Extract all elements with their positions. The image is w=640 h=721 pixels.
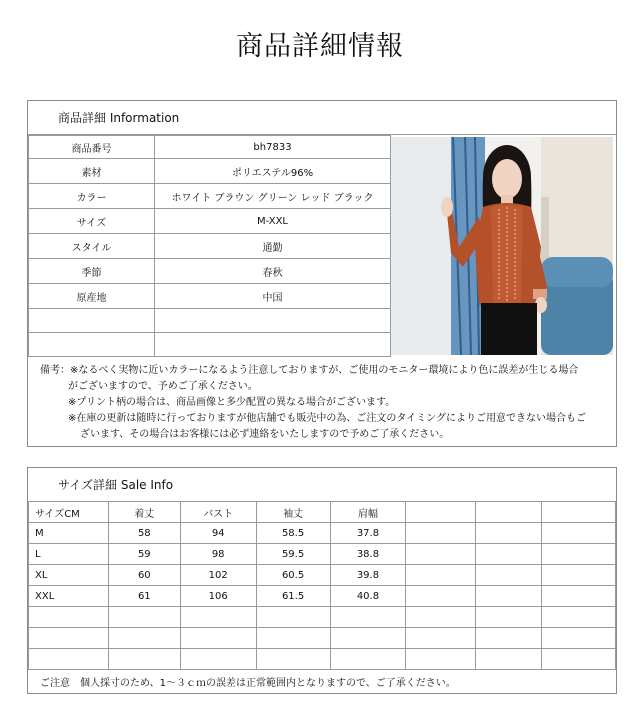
size-cell [180, 628, 256, 649]
size-cell [29, 628, 109, 649]
size-cell: 98 [180, 544, 256, 565]
size-row [29, 565, 616, 586]
size-cell: 39.8 [330, 565, 406, 586]
size-row [29, 649, 616, 670]
size-column-header: 袖丈 [256, 502, 330, 523]
size-row [29, 628, 616, 649]
notes [40, 363, 610, 443]
note-line: がございますので、予めご了承ください。 [68, 381, 258, 392]
size-cell [476, 544, 542, 565]
size-cell [256, 628, 330, 649]
size-row [29, 607, 616, 628]
size-column-header: 着丈 [108, 502, 180, 523]
info-row [29, 159, 391, 184]
size-cell [542, 607, 616, 628]
size-cell [542, 649, 616, 670]
size-cell [476, 586, 542, 607]
size-row [29, 586, 616, 607]
info-value: ホワイト ブラウン グリーン レッド ブラック [155, 184, 391, 209]
size-cell [406, 607, 476, 628]
page-title: 商品詳細情報 [236, 31, 404, 62]
info-label: サイズ [29, 209, 155, 234]
info-label: 原産地 [29, 284, 155, 309]
info-value: bh7833 [155, 136, 391, 159]
info-row [29, 259, 391, 284]
size-cell: 38.8 [330, 544, 406, 565]
note-line: ※プリント柄の場合は、商品画像と多少配置の異なる場合がございます。 [68, 397, 396, 408]
info-row [29, 333, 391, 357]
note-line: ※在庫の更新は随時に行っておりますが他店舗でも販売中の為、ご注文のタイミングによりご用意できない場合もご [68, 413, 586, 424]
size-cell [542, 586, 616, 607]
size-cell [330, 649, 406, 670]
size-row [29, 544, 616, 565]
size-cell [476, 628, 542, 649]
info-value [155, 309, 391, 333]
note-line: 備考：※なるべく実物に近いカラーになるよう注意しておりますが、ご使用のモニター環境により色に誤差が生じる場合 [40, 365, 579, 376]
size-cell: 58.5 [256, 523, 330, 544]
info-row [29, 284, 391, 309]
product-photo [391, 137, 613, 355]
size-header: サイズ詳細 Sale Info [28, 468, 616, 502]
size-cell: 37.8 [330, 523, 406, 544]
size-cell [29, 649, 109, 670]
info-value: 中国 [155, 284, 391, 309]
size-cell [476, 607, 542, 628]
size-cell [256, 649, 330, 670]
size-cell [406, 544, 476, 565]
info-table [28, 135, 391, 357]
info-value [155, 333, 391, 357]
size-cell: 59.5 [256, 544, 330, 565]
size-cell [108, 607, 180, 628]
size-column-header [542, 502, 616, 523]
size-cell [542, 544, 616, 565]
model-photo-illustration [391, 137, 613, 355]
size-cell [476, 649, 542, 670]
info-value: M-XXL [155, 209, 391, 234]
size-cell [476, 523, 542, 544]
size-cell [108, 649, 180, 670]
info-row [29, 209, 391, 234]
size-cell [406, 649, 476, 670]
info-label: 素材 [29, 159, 155, 184]
size-cell: 61 [108, 586, 180, 607]
info-row [29, 184, 391, 209]
size-cell [180, 649, 256, 670]
size-cell: 106 [180, 586, 256, 607]
size-header-row [29, 502, 616, 523]
size-cell [542, 565, 616, 586]
info-label [29, 333, 155, 357]
size-column-header: サイズCM [29, 502, 109, 523]
size-cell [108, 628, 180, 649]
size-cell: M [29, 523, 109, 544]
info-row [29, 136, 391, 159]
info-row [29, 234, 391, 259]
info-row [29, 309, 391, 333]
size-cell [406, 523, 476, 544]
product-info-section [27, 100, 617, 447]
size-cell: 60 [108, 565, 180, 586]
size-info-section [27, 467, 617, 694]
size-cell: L [29, 544, 109, 565]
size-table [28, 501, 616, 670]
size-cell [406, 628, 476, 649]
info-label [29, 309, 155, 333]
size-cell: 40.8 [330, 586, 406, 607]
size-cell [256, 607, 330, 628]
size-cell: 102 [180, 565, 256, 586]
size-row [29, 523, 616, 544]
size-column-header [476, 502, 542, 523]
info-label: カラー [29, 184, 155, 209]
size-cell [542, 523, 616, 544]
note-line: ざいます、その場合はお客様には必ず連絡をいたしますので予めご了承ください。 [80, 429, 450, 440]
size-cell [406, 586, 476, 607]
size-cell: XL [29, 565, 109, 586]
size-cell [29, 607, 109, 628]
size-cell: 59 [108, 544, 180, 565]
size-cell [330, 628, 406, 649]
size-note: ご注意 個人採寸のため、1～３ｃｍの誤差は正常範囲内となりますので、ご了承ください。 [40, 678, 456, 689]
size-cell: 61.5 [256, 586, 330, 607]
size-column-header: 肩幅 [330, 502, 406, 523]
size-cell [406, 565, 476, 586]
info-header: 商品詳細 Information [28, 101, 616, 135]
info-label: 商品番号 [29, 136, 155, 159]
size-cell: 58 [108, 523, 180, 544]
size-cell: XXL [29, 586, 109, 607]
size-cell [180, 607, 256, 628]
size-cell: 60.5 [256, 565, 330, 586]
info-label: スタイル [29, 234, 155, 259]
size-cell [476, 565, 542, 586]
size-cell: 94 [180, 523, 256, 544]
size-cell [542, 628, 616, 649]
size-cell [330, 607, 406, 628]
info-value: ポリエステル96% [155, 159, 391, 184]
info-value: 春秋 [155, 259, 391, 284]
size-column-header [406, 502, 476, 523]
info-value: 通勤 [155, 234, 391, 259]
info-label: 季節 [29, 259, 155, 284]
size-column-header: バスト [180, 502, 256, 523]
